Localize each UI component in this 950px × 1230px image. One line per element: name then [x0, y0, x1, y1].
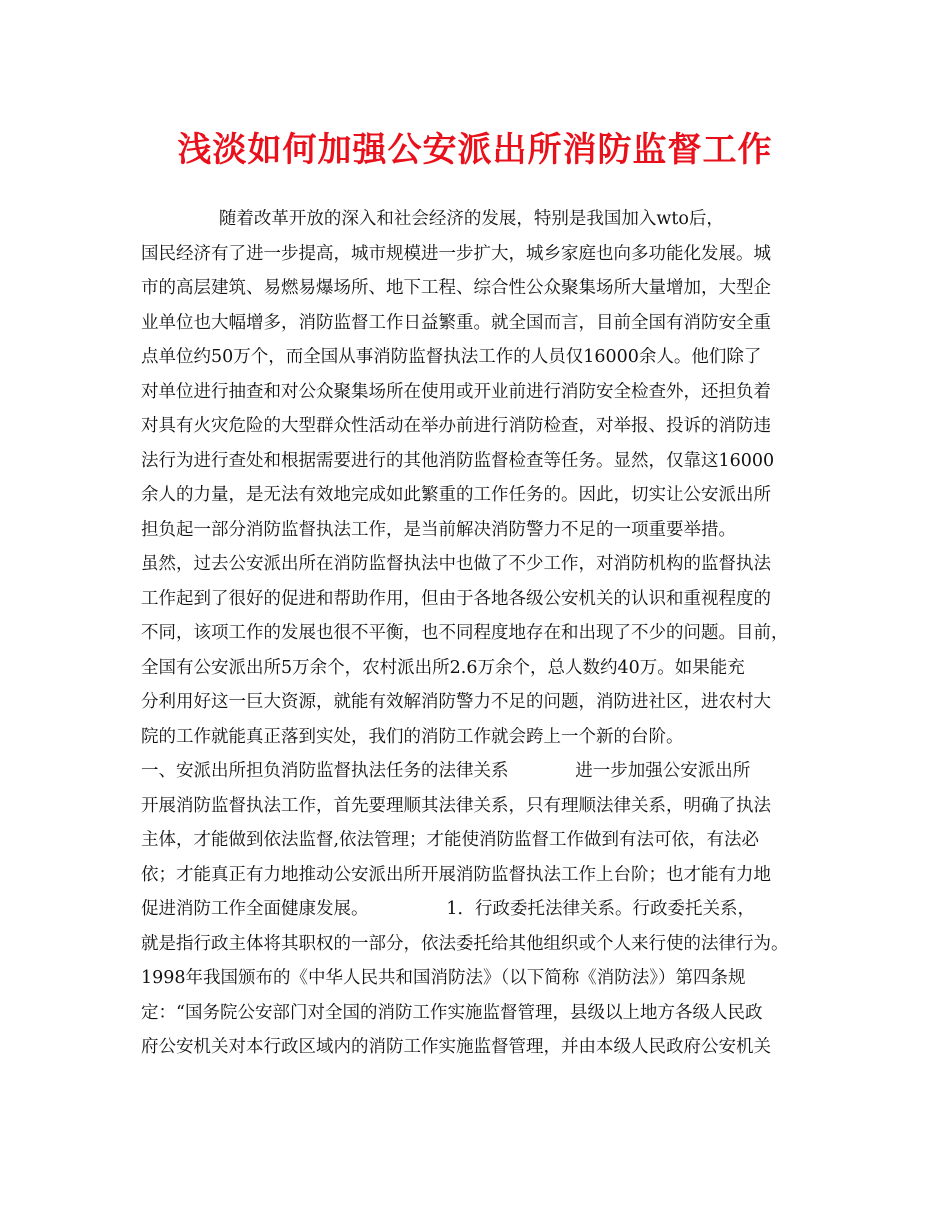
body-line: 府公安机关对本行政区域内的消防工作实施监督管理，并由本级人民政府公安机关: [141, 1037, 771, 1057]
document-title: 浅淡如何加强公安派出所消防监督工作: [177, 130, 773, 170]
body-line: 随着改革开放的深入和社会经济的发展，特别是我国加入wto后，: [141, 209, 724, 229]
body-line: 对单位进行抽查和对公众聚集场所在使用或开业前进行消防安全检查外，还担负着: [141, 381, 771, 402]
body-line: 院的工作就能真正落到实处，我们的消防工作就会跨上一个新的台阶。: [141, 726, 684, 747]
body-line: 点单位约50万个，而全国从事消防监督执法工作的人员仅16000余人。他们除了: [141, 347, 762, 367]
body-line: 开展消防监督执法工作，首先要理顺其法律关系，只有理顺法律关系，明确了执法: [141, 795, 771, 816]
body-line: 余人的力量，是无法有效地完成如此繁重的工作任务的。因此，切实让公安派出所: [141, 485, 771, 505]
body-line: 不同，该项工作的发展也很不平衡，也不同程度地存在和出现了不少的问题。目前，: [141, 623, 789, 643]
body-line: 担负起一部分消防监督执法工作，是当前解决消防警力不足的一项重要举措。: [141, 519, 736, 540]
body-line: 国民经济有了进一步提高，城市规模进一步扩大，城乡家庭也向多功能化发展。城: [141, 243, 771, 264]
document-body: [141, 202, 831, 1065]
body-line: 虽然，过去公安派出所在消防监督执法中也做了不少工作，对消防机构的监督执法: [141, 554, 771, 574]
body-line: 分利用好这一巨大资源，就能有效解消防警力不足的问题，消防进社区，进农村大: [141, 692, 771, 712]
body-line: 依；才能真正有力地推动公安派出所开展消防监督执法工作上台阶；也才能有力地: [141, 864, 771, 885]
body-line: 全国有公安派出所5万余个，农村派出所2.6万余个，总人数约40万。如果能充: [141, 657, 745, 678]
body-line: 主体，才能做到依法监督,依法管理；才能使消防监督工作做到有法可依，有法必: [141, 830, 760, 850]
body-line: 业单位也大幅增多，消防监督工作日益繁重。就全国而言，目前全国有消防安全重: [141, 312, 771, 333]
body-line: 定：“国务院公安部门对全国的消防工作实施监督管理，县级以上地方各级人民政: [141, 1002, 763, 1023]
body-line: 对具有火灾危险的大型群众性活动在举办前进行消防检查，对举报、投诉的消防违: [141, 416, 771, 436]
body-line: 促进消防工作全面健康发展。 1．行政委托法律关系。行政委托关系，: [141, 899, 756, 919]
section-heading-line: 一、安派出所担负消防监督执法任务的法律关系 进一步加强公安派出所: [141, 761, 751, 781]
body-line: 1998年我国颁布的《中华人民共和国消防法》（以下简称《消防法》）第四条规: [141, 968, 746, 988]
body-line: 市的高层建筑、易燃易爆场所、地下工程、综合性公众聚集场所大量增加，大型企: [141, 278, 771, 298]
body-line: 法行为进行查处和根据需要进行的其他消防监督检查等任务。显然，仅靠这16000: [141, 450, 775, 471]
body-line: 工作起到了很好的促进和帮助作用，但由于各地各级公安机关的认识和重视程度的: [141, 588, 771, 609]
body-line: 就是指行政主体将其职权的一部分，依法委托给其他组织或个人来行使的法律行为。: [141, 933, 789, 954]
